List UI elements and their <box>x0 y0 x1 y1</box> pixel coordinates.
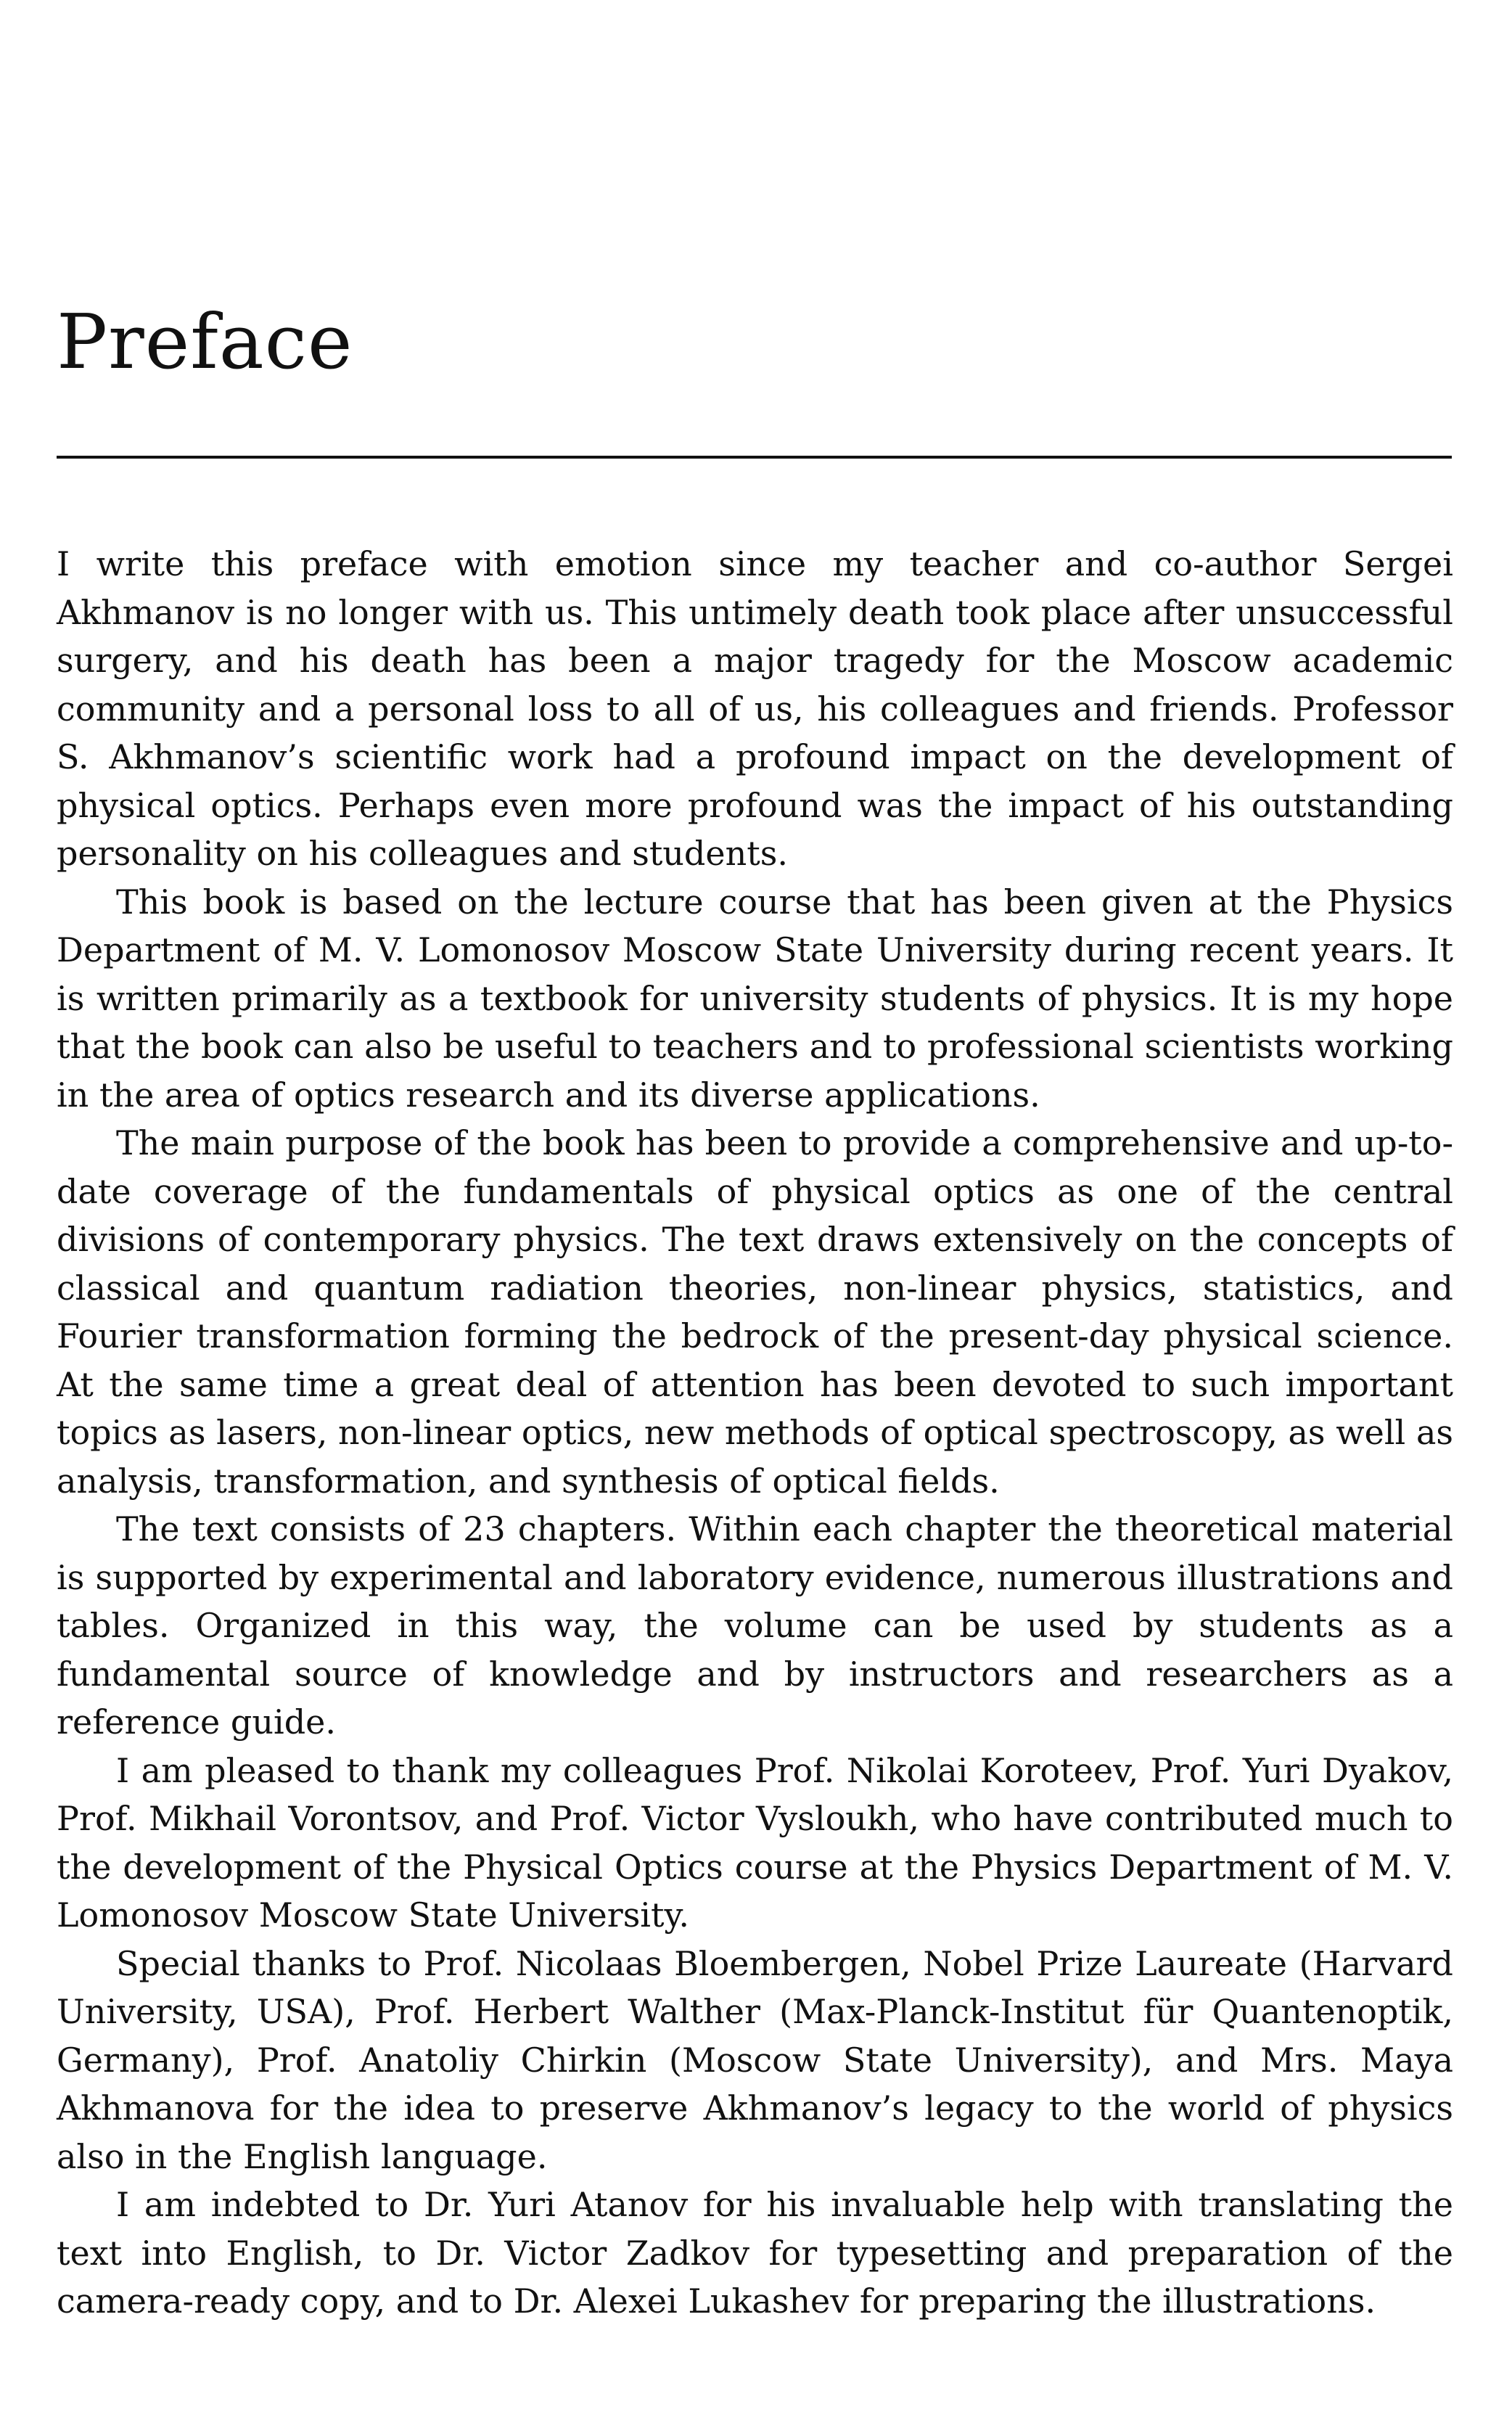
page <box>57 0 1453 2436</box>
preface-body <box>57 540 1453 2326</box>
page-title: Preface <box>57 298 353 386</box>
paragraph-3: The main purpose of the book has been to provide a comprehensive and up-to-date coverage of the fundamentals of physical optics as one of the central divisions of contemporary physics. The text draws extensively on the concepts of classical and quantum radiation theories, non-linear physics, statistics, and Fourier transformation forming the bedrock of the present-day physical science. At the same time a great deal of attention has been devoted to such important topics as lasers, non-linear optics, new methods of optical spectroscopy, as well as analysis, transformation, and synthesis of optical fields. <box>57 1123 1453 1501</box>
title-rule <box>57 456 1452 459</box>
paragraph-2: This book is based on the lecture course that has been given at the Physics Department of M. V. Lomonosov Moscow State University during recent years. It is written primarily as a textbook for university students of physics. It is my hope that the book can also be useful to teachers and to professional scientists working in the area of optics research and its diverse applications. <box>57 882 1453 1115</box>
paragraph-6: Special thanks to Prof. Nicolaas Bloembergen, Nobel Prize Laureate (Harvard University, USA), Prof. Herbert Walther (Max-Planck-Institut für Quantenoptik, Germany), Prof. Anatoliy Chirkin (Moscow State University), and Mrs. Maya Akhmanova for the idea to preserve Akhmanov’s legacy to the world of physics also in the English language. <box>57 1943 1453 2176</box>
paragraph-5: I am pleased to thank my colleagues Prof. Nikolai Koroteev, Prof. Yuri Dyakov, Prof. Mikhail Vorontsov, and Prof. Victor Vysloukh, who have contributed much to the development of the Physical Optics course at the Physics Department of M. V. Lomonosov Moscow State University. <box>57 1750 1453 1935</box>
paragraph-4: The text consists of 23 chapters. Within each chapter the theoretical material is supported by experimental and laboratory evidence, numerous illustrations and tables. Organized in this way, the volume can be used by students as a fundamental source of knowledge and by instructors and researchers as a reference guide. <box>57 1509 1453 1742</box>
paragraph-7: I am indebted to Dr. Yuri Atanov for his invaluable help with translating the text into English, to Dr. Victor Zadkov for typesetting and preparation of the camera-ready copy, and to Dr. Alexei Lukashev for preparing the illustrations. <box>57 2185 1453 2321</box>
paragraph-1: I write this preface with emotion since my teacher and co-author Sergei Akhmanov is no longer with us. This untimely death took place after unsuccessful surgery, and his death has been a major tragedy for the Moscow academic community and a personal loss to all of us, his colleagues and friends. Professor S. Akhmanov’s scientific work had a profound impact on the development of physical optics. Perhaps even more profound was the impact of his outstanding personality on his colleagues and students. <box>57 544 1453 873</box>
